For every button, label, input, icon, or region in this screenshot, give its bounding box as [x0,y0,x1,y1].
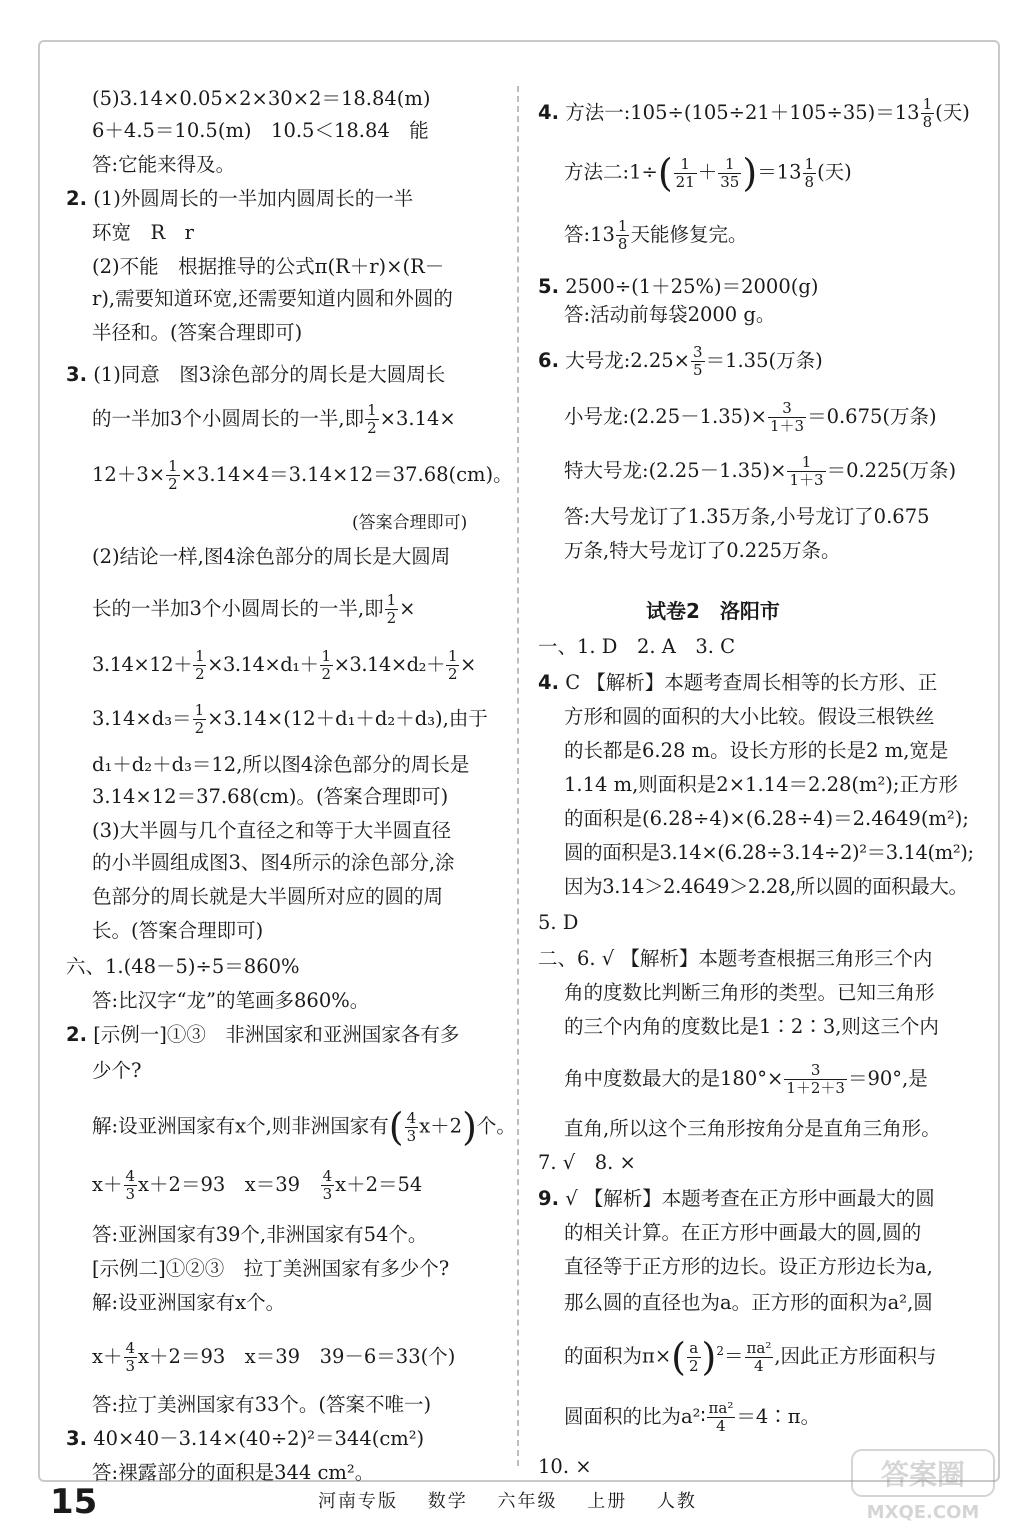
fraction: $\frac{4}{3}$ [125,1167,136,1203]
answer-line: 答:裸露部分的面积是344 cm²。 [92,1461,375,1484]
answer-line: 3.14×d₃＝ $\frac{1}{2}$ ×3.14×(12＋d₁＋d₂＋d₃),由于 [92,701,488,737]
answer-line: d₁＋d₂＋d₃＝12,所以图4涂色部分的周长是 [92,753,470,776]
fraction: $\frac{1}{2}$ [321,647,331,683]
answer-line: 角中度数最大的是180°× $\frac{3}{1+2+3}$ ＝90°,是 [564,1061,928,1097]
subject-label: 数学 [427,1491,468,1512]
page-number: 15 [50,1482,98,1522]
fraction: $\frac{3}{1+2+3}$ [786,1061,845,1097]
answer-note: (答案合理即可) [352,513,468,533]
section-title: 试卷2 洛阳市 [646,599,780,623]
fraction: $\frac{1}{1+3}$ [789,453,824,489]
answer-line: 7. √ 8. × [538,1151,636,1174]
fraction: $\frac{1}{2}$ [386,591,397,627]
answer-line: 一、1. D 2. A 3. C [538,635,736,658]
answer-line: 解:设亚洲国家有x个。 [92,1291,286,1314]
answer-line: 10. × [538,1455,592,1478]
answer-line: r),需要知道环宽,还需要知道内圆和外圆的 [92,287,453,310]
answer-line: 小号龙:(2.25－1.35)× $\frac{3}{1+3}$ ＝0.675(万条) [564,399,937,435]
answer-line: 角的度数比判断三角形的类型。已知三角形 [564,981,935,1004]
question-number: 2. (1)外圆周长的一半加内圆周长的一半 [66,187,414,210]
answer-line: 因为3.14＞2.4649＞2.28,所以圆的面积最大。 [564,875,968,898]
answer-line: 方形和圆的面积的大小比较。假设三根铁丝 [564,705,935,728]
answer-line: (3)大半圆与几个直径之和等于大半圆直径 [92,819,452,842]
answer-line: 12＋3× $\frac{1}{2}$ ×3.14×4＝3.14×12＝37.68(cm)。 [92,457,513,493]
answer-line: 的相关计算。在正方形中画最大的圆,圆的 [564,1221,922,1244]
answer-line: 答:拉丁美洲国家有33个。(答案不唯一) [92,1393,432,1416]
answer-line: 那么圆的直径也为a。正方形的面积为a²,圆 [564,1291,933,1314]
answer-line: 圆面积的比为a²∶ $\frac{\text{πa²}}{4}$ ＝4∶π。 [564,1399,821,1435]
answer-line: 答:比汉字“龙”的笔画多860%。 [92,989,370,1012]
answer-line: 的面积是(6.28÷4)×(6.28÷4)＝2.4649(m²); [564,807,969,830]
answer-line: (5)3.14×0.05×2×30×2＝18.84(m) [92,87,431,110]
answer-line: 长。(答案合理即可) [92,919,264,942]
fraction: $\frac{3}{1+3}$ [769,399,805,435]
question-number: 3. 40×40－3.14×(40÷2)²＝344(cm²) [66,1427,425,1450]
fraction: $\frac{1}{8}$ [922,95,933,131]
answer-line: 的一半加3个小圆周长的一半,即 $\frac{1}{2}$ ×3.14× [92,401,456,437]
fraction: $\frac{1}{2}$ [195,647,205,683]
watermark-text: 答案圈 [880,1458,966,1491]
question-number: 5. 2500÷(1＋25%)＝2000(g) [538,275,819,298]
fraction: $\frac{4}{3}$ [406,1108,417,1145]
fraction: $\frac{4}{3}$ [322,1167,333,1203]
fraction: $\frac{1}{8}$ [804,154,815,191]
answer-line: 答:13 $\frac{1}{8}$ 天能修复完。 [564,217,748,253]
answer-line: 答:亚洲国家有39个,非洲国家有54个。 [92,1223,428,1246]
fraction: $\frac{1}{2}$ [367,401,377,437]
answer-line: 方法二:1÷( $\frac{1}{21}$ ＋ $\frac{1}{35}$ )＝13 $\frac{1}{8}$ (天) [564,151,852,195]
fraction: $\frac{1}{2}$ [447,647,458,683]
answer-line: 1.14 m,则面积是2×1.14＝2.28(m²);正方形 [564,773,958,796]
answer-line: 直角,所以这个三角形按角分是直角三角形。 [564,1117,941,1140]
fraction: $\frac{\text{πa²}}{4}$ [708,1399,734,1435]
column-divider [517,86,519,1466]
answer-line: 长的一半加3个小圆周长的一半,即 $\frac{1}{2}$ × [92,591,416,627]
edition-label: 河南专版 [318,1491,398,1512]
fraction: $\frac{a}{2}$ [688,1338,699,1375]
fraction: $\frac{\text{πa²}}{4}$ [746,1338,772,1375]
question-number: 2. [示例一]①③ 非洲国家和亚洲国家各有多 [66,1023,460,1046]
answer-line: 特大号龙:(2.25－1.35)× $\frac{1}{1+3}$ ＝0.225(万条) [564,453,957,489]
answer-line: 答:活动前每袋2000 g。 [564,303,776,326]
question-number: 3. (1)同意 图3涂色部分的周长是大圆周长 [66,363,446,386]
answer-line: x＋ $\frac{4}{3}$ x＋2＝93 x＝39 39－6＝33(个) [92,1339,456,1375]
answer-line: 解:设亚洲国家有x个,则非洲国家有( $\frac{4}{3}$ x＋2)个。 [92,1105,516,1149]
answer-line: 的三个内角的度数比是1∶2∶3,则这三个内 [564,1015,939,1038]
watermark-url: MXQE.COM [866,1502,980,1523]
answer-line: 环宽 R r [92,221,195,244]
answer-line: 直径等于正方形的边长。设正方形边长为a, [564,1255,933,1278]
fraction: $\frac{1}{2}$ [168,457,178,493]
answer-line: 3.14×12＋ $\frac{1}{2}$ ×3.14×d₁＋ $\frac{1}{2}$ ×3.14×d₂＋ $\frac{1}{2}$ × [92,647,476,683]
answer-line: x＋ $\frac{4}{3}$ x＋2＝93 x＝39 $\frac{4}{3}$ x＋2＝54 [92,1167,423,1203]
answer-line: 圆的面积是3.14×(6.28÷3.14÷2)²＝3.14(m²); [564,841,974,864]
watermark-logo [848,1446,998,1526]
question-number: 9. √ 【解析】本题考查在正方形中画最大的圆 [538,1187,935,1210]
answer-line: 答:大号龙订了1.35万条,小号龙订了0.675 [564,505,930,528]
answer-line: [示例二]①②③ 拉丁美洲国家有多少个? [92,1257,450,1280]
answer-line: 答:它能来得及。 [92,153,236,176]
answer-line: 6＋4.5＝10.5(m) 10.5＜18.84 能 [92,119,429,142]
book-info [318,1490,719,1514]
fraction: $\frac{4}{3}$ [125,1339,136,1375]
question-number: 6. 大号龙:2.25× $\frac{3}{5}$ ＝1.35(万条) [538,343,823,379]
answer-line: (2)不能 根据推导的公式π(R＋r)×(R－ [92,255,445,278]
answer-line: 少个? [92,1059,142,1082]
grade-label: 六年级 [497,1491,558,1512]
answer-line: 色部分的周长就是大半圆所对应的圆的周 [92,885,444,908]
answer-line: 3.14×12＝37.68(cm)。(答案合理即可) [92,785,449,808]
fraction: $\frac{1}{2}$ [194,701,205,737]
volume-label: 上册 [587,1491,628,1512]
answer-line: 二、6. √ 【解析】本题考查根据三角形三个内 [538,947,933,970]
publisher-label: 人教 [656,1491,697,1512]
fraction: $\frac{1}{21}$ [675,154,695,191]
answer-line: 的面积为π×( $\frac{a}{2}$ )$^2$＝ $\frac{\text{πa²}}{4}$ ,因此正方形面积与 [564,1335,937,1379]
answer-line: 万条,特大号龙订了0.225万条。 [564,539,841,562]
fraction: $\frac{3}{5}$ [693,343,703,379]
answer-line: (2)结论一样,图4涂色部分的周长是大圆周 [92,545,451,568]
section-six-q1: 六、1.(48－5)÷5＝860% [66,955,300,978]
answer-line: 5. D [538,911,579,934]
fraction: $\frac{1}{8}$ [617,217,628,253]
answer-line: 的长都是6.28 m。设长方形的长是2 m,宽是 [564,739,949,762]
fraction: $\frac{1}{35}$ [720,154,740,191]
answer-line: 的小半圆组成图3、图4所示的涂色部分,涂 [92,851,455,874]
question-number: 4. C 【解析】本题考查周长相等的长方形、正 [538,671,938,694]
answer-line: 半径和。(答案合理即可) [92,321,303,344]
question-number: 4. 方法一:105÷(105÷21＋105÷35)＝13 $\frac{1}{8}$ (天) [538,95,970,131]
